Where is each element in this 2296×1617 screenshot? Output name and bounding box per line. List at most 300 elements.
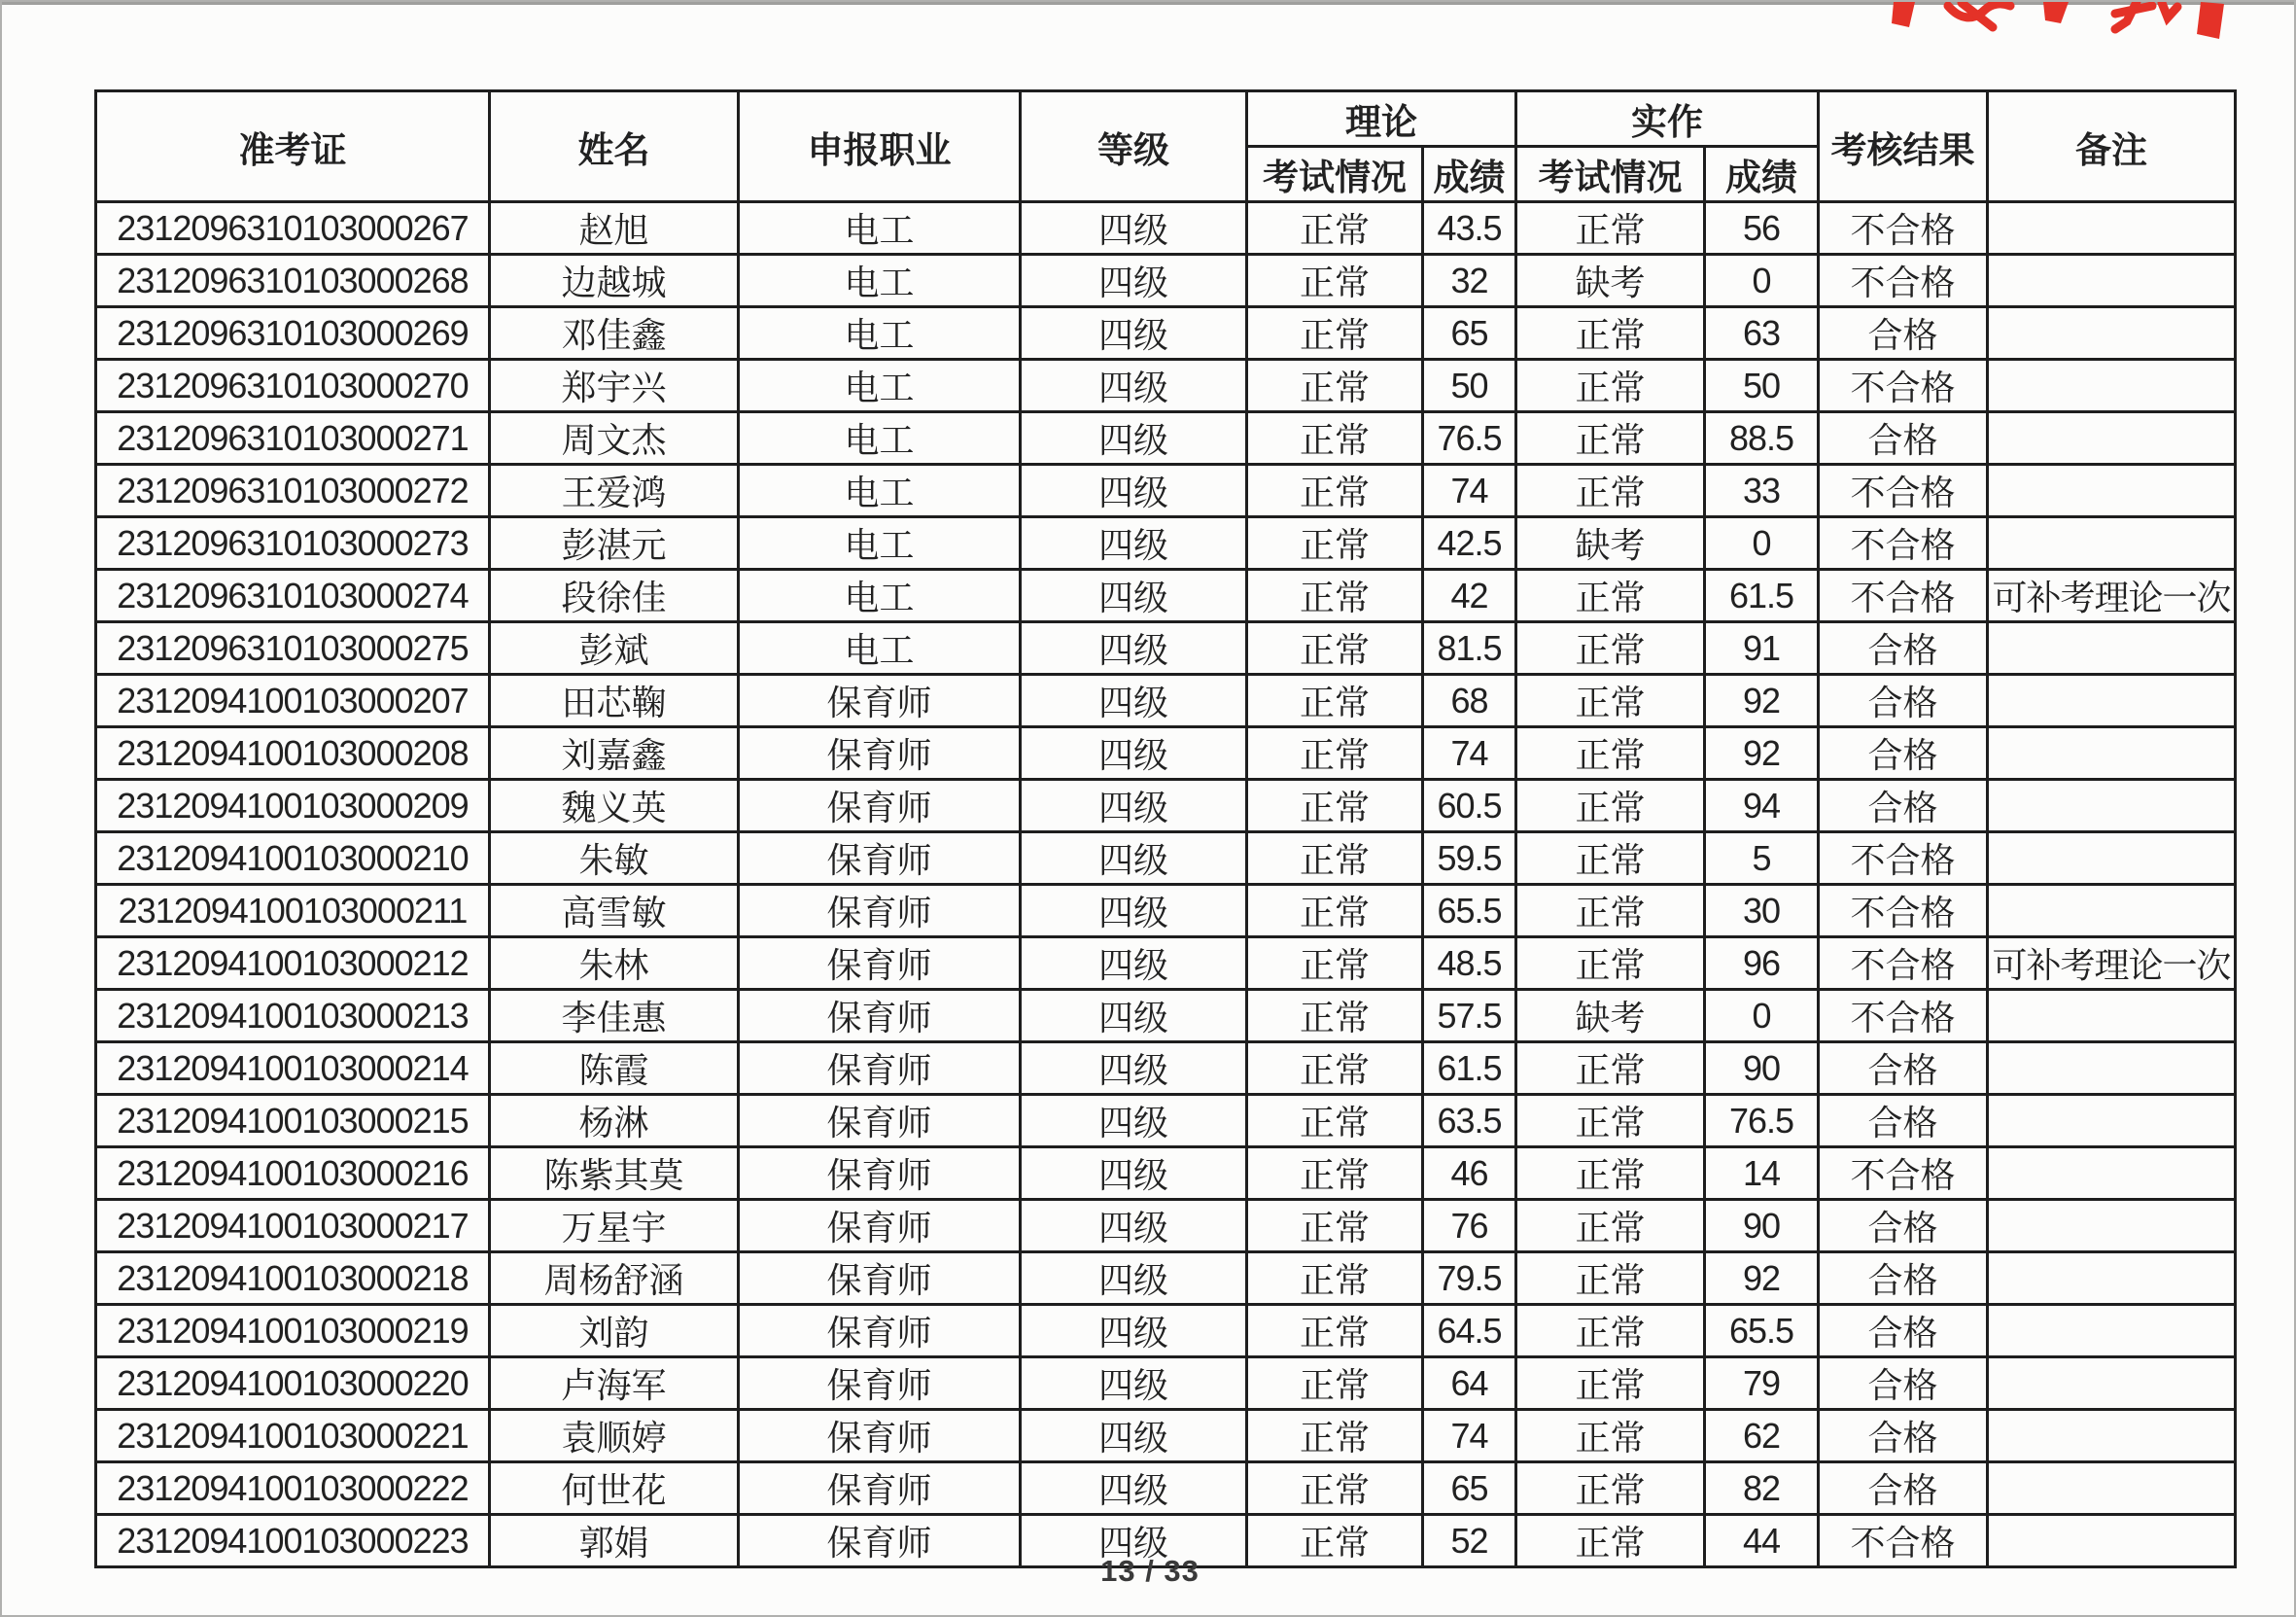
header-practical-exam-status: 考试情况 xyxy=(1516,147,1705,202)
cell-theory-status: 正常 xyxy=(1247,1515,1423,1567)
cell-name: 卢海军 xyxy=(490,1357,739,1410)
cell-result: 不合格 xyxy=(1819,885,1988,937)
cell-practical-score: 63 xyxy=(1705,307,1819,360)
cell-practical-status: 正常 xyxy=(1516,675,1705,727)
cell-name: 何世花 xyxy=(490,1462,739,1515)
cell-remark xyxy=(1988,622,2236,675)
table-row xyxy=(96,360,2236,412)
cell-practical-status: 正常 xyxy=(1516,1200,1705,1252)
cell-name: 朱林 xyxy=(490,937,739,990)
results-table xyxy=(94,89,2237,1568)
cell-practical-score: 0 xyxy=(1705,517,1819,570)
cell-theory-status: 正常 xyxy=(1247,1357,1423,1410)
cell-admission-ticket: 2312094100103000216 xyxy=(96,1147,490,1200)
cell-name: 高雪敏 xyxy=(490,885,739,937)
cell-result: 合格 xyxy=(1819,1357,1988,1410)
cell-theory-score: 76 xyxy=(1423,1200,1516,1252)
cell-theory-score: 65.5 xyxy=(1423,885,1516,937)
cell-practical-status: 正常 xyxy=(1516,360,1705,412)
cell-occupation: 保育师 xyxy=(739,1410,1021,1462)
cell-practical-score: 92 xyxy=(1705,727,1819,780)
cell-practical-score: 50 xyxy=(1705,360,1819,412)
cell-name: 魏义英 xyxy=(490,780,739,832)
cell-theory-status: 正常 xyxy=(1247,675,1423,727)
cell-theory-score: 43.5 xyxy=(1423,202,1516,255)
cell-admission-ticket: 2312094100103000212 xyxy=(96,937,490,990)
cell-occupation: 保育师 xyxy=(739,1305,1021,1357)
cell-practical-status: 正常 xyxy=(1516,1515,1705,1567)
cell-level: 四级 xyxy=(1021,1462,1247,1515)
cell-admission-ticket: 2312096310103000267 xyxy=(96,202,490,255)
table-row xyxy=(96,202,2236,255)
cell-practical-score: 56 xyxy=(1705,202,1819,255)
cell-theory-status: 正常 xyxy=(1247,1410,1423,1462)
cell-practical-status: 正常 xyxy=(1516,937,1705,990)
cell-remark xyxy=(1988,1095,2236,1147)
cell-theory-score: 74 xyxy=(1423,727,1516,780)
table-row xyxy=(96,675,2236,727)
cell-practical-status: 正常 xyxy=(1516,1410,1705,1462)
header-row-top xyxy=(96,91,2236,147)
cell-practical-status: 正常 xyxy=(1516,1147,1705,1200)
cell-theory-status: 正常 xyxy=(1247,517,1423,570)
cell-name: 郭娟 xyxy=(490,1515,739,1567)
cell-result: 不合格 xyxy=(1819,202,1988,255)
cell-admission-ticket: 2312096310103000275 xyxy=(96,622,490,675)
cell-practical-score: 90 xyxy=(1705,1200,1819,1252)
cell-occupation: 电工 xyxy=(739,570,1021,622)
cell-practical-status: 正常 xyxy=(1516,727,1705,780)
results-table-body xyxy=(96,202,2236,1567)
cell-occupation: 保育师 xyxy=(739,1200,1021,1252)
table-row xyxy=(96,570,2236,622)
cell-practical-score: 79 xyxy=(1705,1357,1819,1410)
cell-practical-status: 缺考 xyxy=(1516,517,1705,570)
cell-result: 不合格 xyxy=(1819,1147,1988,1200)
cell-theory-score: 74 xyxy=(1423,465,1516,517)
cell-name: 段徐佳 xyxy=(490,570,739,622)
cell-theory-score: 65 xyxy=(1423,1462,1516,1515)
cell-practical-status: 正常 xyxy=(1516,1095,1705,1147)
cell-occupation: 电工 xyxy=(739,255,1021,307)
cell-occupation: 保育师 xyxy=(739,1357,1021,1410)
cell-admission-ticket: 2312094100103000222 xyxy=(96,1462,490,1515)
cell-theory-status: 正常 xyxy=(1247,570,1423,622)
cell-theory-score: 42 xyxy=(1423,570,1516,622)
cell-remark xyxy=(1988,675,2236,727)
table-row xyxy=(96,990,2236,1042)
cell-occupation: 保育师 xyxy=(739,1252,1021,1305)
cell-name: 杨淋 xyxy=(490,1095,739,1147)
cell-result: 合格 xyxy=(1819,307,1988,360)
table-row xyxy=(96,1147,2236,1200)
cell-occupation: 电工 xyxy=(739,622,1021,675)
cell-result: 不合格 xyxy=(1819,990,1988,1042)
cell-occupation: 电工 xyxy=(739,360,1021,412)
cell-result: 合格 xyxy=(1819,727,1988,780)
cell-admission-ticket: 2312094100103000214 xyxy=(96,1042,490,1095)
cell-level: 四级 xyxy=(1021,1042,1247,1095)
cell-admission-ticket: 2312096310103000268 xyxy=(96,255,490,307)
cell-practical-score: 5 xyxy=(1705,832,1819,885)
cell-level: 四级 xyxy=(1021,307,1247,360)
cell-theory-status: 正常 xyxy=(1247,465,1423,517)
cell-result: 合格 xyxy=(1819,1200,1988,1252)
cell-admission-ticket: 2312094100103000223 xyxy=(96,1515,490,1567)
cell-practical-status: 正常 xyxy=(1516,1252,1705,1305)
cell-level: 四级 xyxy=(1021,622,1247,675)
cell-name: 田芯鞠 xyxy=(490,675,739,727)
cell-practical-status: 正常 xyxy=(1516,1042,1705,1095)
cell-remark xyxy=(1988,1200,2236,1252)
cell-occupation: 电工 xyxy=(739,517,1021,570)
cell-theory-status: 正常 xyxy=(1247,360,1423,412)
cell-practical-status: 正常 xyxy=(1516,622,1705,675)
cell-theory-score: 32 xyxy=(1423,255,1516,307)
header-practical-group: 实作 xyxy=(1516,91,1819,147)
cell-result: 不合格 xyxy=(1819,570,1988,622)
cell-remark xyxy=(1988,412,2236,465)
cell-level: 四级 xyxy=(1021,1410,1247,1462)
cell-level: 四级 xyxy=(1021,412,1247,465)
cell-theory-score: 64 xyxy=(1423,1357,1516,1410)
page-number: 13 / 33 xyxy=(1100,1554,1200,1588)
cell-remark xyxy=(1988,307,2236,360)
cell-practical-status: 缺考 xyxy=(1516,990,1705,1042)
cell-name: 赵旭 xyxy=(490,202,739,255)
cell-result: 不合格 xyxy=(1819,937,1988,990)
cell-theory-status: 正常 xyxy=(1247,885,1423,937)
table-row xyxy=(96,307,2236,360)
cell-name: 彭斌 xyxy=(490,622,739,675)
cell-level: 四级 xyxy=(1021,937,1247,990)
table-row xyxy=(96,1305,2236,1357)
cell-level: 四级 xyxy=(1021,465,1247,517)
header-declared-occupation: 申报职业 xyxy=(739,91,1021,202)
cell-admission-ticket: 2312096310103000269 xyxy=(96,307,490,360)
cell-practical-score: 30 xyxy=(1705,885,1819,937)
cell-theory-score: 79.5 xyxy=(1423,1252,1516,1305)
cell-theory-status: 正常 xyxy=(1247,1147,1423,1200)
cell-practical-score: 33 xyxy=(1705,465,1819,517)
cell-result: 合格 xyxy=(1819,675,1988,727)
cell-result: 不合格 xyxy=(1819,465,1988,517)
cell-occupation: 保育师 xyxy=(739,675,1021,727)
cell-result: 合格 xyxy=(1819,780,1988,832)
cell-result: 合格 xyxy=(1819,1305,1988,1357)
cell-admission-ticket: 2312096310103000270 xyxy=(96,360,490,412)
cell-practical-status: 正常 xyxy=(1516,465,1705,517)
cell-admission-ticket: 2312094100103000209 xyxy=(96,780,490,832)
cell-result: 合格 xyxy=(1819,622,1988,675)
cell-theory-status: 正常 xyxy=(1247,990,1423,1042)
cell-remark xyxy=(1988,1042,2236,1095)
cell-remark xyxy=(1988,1305,2236,1357)
cell-level: 四级 xyxy=(1021,832,1247,885)
table-row xyxy=(96,1200,2236,1252)
cell-level: 四级 xyxy=(1021,1305,1247,1357)
table-row xyxy=(96,1410,2236,1462)
cell-level: 四级 xyxy=(1021,990,1247,1042)
cell-practical-score: 61.5 xyxy=(1705,570,1819,622)
cell-practical-status: 正常 xyxy=(1516,1357,1705,1410)
header-name: 姓名 xyxy=(490,91,739,202)
cell-admission-ticket: 2312094100103000208 xyxy=(96,727,490,780)
cell-level: 四级 xyxy=(1021,885,1247,937)
cell-practical-status: 正常 xyxy=(1516,832,1705,885)
cell-result: 不合格 xyxy=(1819,255,1988,307)
cell-level: 四级 xyxy=(1021,360,1247,412)
cell-practical-score: 92 xyxy=(1705,1252,1819,1305)
cell-level: 四级 xyxy=(1021,1252,1247,1305)
cell-level: 四级 xyxy=(1021,1200,1247,1252)
cell-remark xyxy=(1988,780,2236,832)
cell-occupation: 保育师 xyxy=(739,990,1021,1042)
cell-practical-status: 正常 xyxy=(1516,307,1705,360)
cell-level: 四级 xyxy=(1021,255,1247,307)
cell-practical-score: 92 xyxy=(1705,675,1819,727)
cell-name: 边越城 xyxy=(490,255,739,307)
cell-level: 四级 xyxy=(1021,1357,1247,1410)
cell-occupation: 保育师 xyxy=(739,727,1021,780)
cell-theory-score: 68 xyxy=(1423,675,1516,727)
cell-theory-status: 正常 xyxy=(1247,780,1423,832)
cell-result: 不合格 xyxy=(1819,832,1988,885)
cell-level: 四级 xyxy=(1021,727,1247,780)
cell-practical-status: 正常 xyxy=(1516,1462,1705,1515)
cell-result: 不合格 xyxy=(1819,360,1988,412)
cell-occupation: 保育师 xyxy=(739,780,1021,832)
cell-remark xyxy=(1988,1410,2236,1462)
cell-occupation: 电工 xyxy=(739,202,1021,255)
cell-name: 袁顺婷 xyxy=(490,1410,739,1462)
table-row xyxy=(96,412,2236,465)
cell-practical-score: 14 xyxy=(1705,1147,1819,1200)
cell-practical-status: 正常 xyxy=(1516,412,1705,465)
cell-theory-status: 正常 xyxy=(1247,1200,1423,1252)
cell-theory-score: 64.5 xyxy=(1423,1305,1516,1357)
cell-practical-score: 76.5 xyxy=(1705,1095,1819,1147)
cell-theory-status: 正常 xyxy=(1247,937,1423,990)
cell-theory-status: 正常 xyxy=(1247,622,1423,675)
header-admission-ticket: 准考证 xyxy=(96,91,490,202)
cell-result: 合格 xyxy=(1819,1410,1988,1462)
header-theory-exam-status: 考试情况 xyxy=(1247,147,1423,202)
table-row xyxy=(96,727,2236,780)
cell-remark xyxy=(1988,885,2236,937)
cell-occupation: 保育师 xyxy=(739,1147,1021,1200)
cell-admission-ticket: 2312094100103000210 xyxy=(96,832,490,885)
cell-admission-ticket: 2312094100103000215 xyxy=(96,1095,490,1147)
cell-level: 四级 xyxy=(1021,202,1247,255)
cell-name: 刘嘉鑫 xyxy=(490,727,739,780)
header-theory-score: 成绩 xyxy=(1423,147,1516,202)
cell-practical-score: 94 xyxy=(1705,780,1819,832)
cell-admission-ticket: 2312094100103000213 xyxy=(96,990,490,1042)
cell-name: 彭湛元 xyxy=(490,517,739,570)
cell-theory-status: 正常 xyxy=(1247,255,1423,307)
table-header xyxy=(96,91,2236,202)
table-row xyxy=(96,1042,2236,1095)
header-level: 等级 xyxy=(1021,91,1247,202)
cell-name: 周杨舒涵 xyxy=(490,1252,739,1305)
cell-practical-score: 0 xyxy=(1705,990,1819,1042)
cell-name: 朱敏 xyxy=(490,832,739,885)
cell-theory-status: 正常 xyxy=(1247,1095,1423,1147)
cell-theory-status: 正常 xyxy=(1247,1252,1423,1305)
cell-theory-score: 74 xyxy=(1423,1410,1516,1462)
cell-theory-score: 59.5 xyxy=(1423,832,1516,885)
cell-occupation: 保育师 xyxy=(739,1095,1021,1147)
cell-practical-status: 缺考 xyxy=(1516,255,1705,307)
cell-level: 四级 xyxy=(1021,1147,1247,1200)
cell-theory-status: 正常 xyxy=(1247,1305,1423,1357)
cell-admission-ticket: 2312096310103000272 xyxy=(96,465,490,517)
cell-theory-score: 63.5 xyxy=(1423,1095,1516,1147)
cell-admission-ticket: 2312094100103000207 xyxy=(96,675,490,727)
cell-name: 王爱鸿 xyxy=(490,465,739,517)
cell-practical-status: 正常 xyxy=(1516,1305,1705,1357)
cell-occupation: 电工 xyxy=(739,465,1021,517)
cell-theory-score: 65 xyxy=(1423,307,1516,360)
cell-occupation: 保育师 xyxy=(739,937,1021,990)
cell-occupation: 电工 xyxy=(739,307,1021,360)
header-practical-score: 成绩 xyxy=(1705,147,1819,202)
cell-theory-score: 61.5 xyxy=(1423,1042,1516,1095)
cell-practical-score: 96 xyxy=(1705,937,1819,990)
cell-theory-score: 52 xyxy=(1423,1515,1516,1567)
cell-remark xyxy=(1988,1357,2236,1410)
cell-admission-ticket: 2312094100103000219 xyxy=(96,1305,490,1357)
cell-name: 邓佳鑫 xyxy=(490,307,739,360)
cell-name: 陈紫其莫 xyxy=(490,1147,739,1200)
cell-theory-score: 46 xyxy=(1423,1147,1516,1200)
cell-remark xyxy=(1988,465,2236,517)
cell-theory-score: 42.5 xyxy=(1423,517,1516,570)
cell-theory-status: 正常 xyxy=(1247,832,1423,885)
cell-remark xyxy=(1988,990,2236,1042)
cell-practical-score: 88.5 xyxy=(1705,412,1819,465)
header-assessment-result: 考核结果 xyxy=(1819,91,1988,202)
cell-admission-ticket: 2312096310103000273 xyxy=(96,517,490,570)
cell-theory-status: 正常 xyxy=(1247,307,1423,360)
cell-result: 合格 xyxy=(1819,1462,1988,1515)
cell-theory-score: 50 xyxy=(1423,360,1516,412)
cell-occupation: 保育师 xyxy=(739,832,1021,885)
cell-level: 四级 xyxy=(1021,1095,1247,1147)
cell-remark xyxy=(1988,1147,2236,1200)
table-row xyxy=(96,1462,2236,1515)
cell-practical-score: 65.5 xyxy=(1705,1305,1819,1357)
cell-occupation: 电工 xyxy=(739,412,1021,465)
cell-name: 李佳惠 xyxy=(490,990,739,1042)
table-row xyxy=(96,780,2236,832)
cell-remark xyxy=(1988,832,2236,885)
cell-occupation: 保育师 xyxy=(739,885,1021,937)
cell-admission-ticket: 2312094100103000217 xyxy=(96,1200,490,1252)
table-row xyxy=(96,1252,2236,1305)
cell-name: 万星宇 xyxy=(490,1200,739,1252)
cell-remark xyxy=(1988,360,2236,412)
cell-name: 周文杰 xyxy=(490,412,739,465)
cell-remark: 可补考理论一次 xyxy=(1988,937,2236,990)
cell-practical-status: 正常 xyxy=(1516,202,1705,255)
cell-result: 不合格 xyxy=(1819,517,1988,570)
cell-name: 刘韵 xyxy=(490,1305,739,1357)
cell-admission-ticket: 2312096310103000274 xyxy=(96,570,490,622)
cell-practical-score: 0 xyxy=(1705,255,1819,307)
cell-remark xyxy=(1988,1252,2236,1305)
cell-practical-score: 90 xyxy=(1705,1042,1819,1095)
cell-practical-score: 82 xyxy=(1705,1462,1819,1515)
cell-result: 不合格 xyxy=(1819,1515,1988,1567)
cell-theory-score: 48.5 xyxy=(1423,937,1516,990)
cell-practical-status: 正常 xyxy=(1516,780,1705,832)
cell-remark xyxy=(1988,727,2236,780)
red-ink-marks xyxy=(1839,2,2247,51)
table-row xyxy=(96,832,2236,885)
cell-level: 四级 xyxy=(1021,1515,1247,1567)
table-row xyxy=(96,937,2236,990)
cell-occupation: 保育师 xyxy=(739,1042,1021,1095)
cell-theory-status: 正常 xyxy=(1247,1042,1423,1095)
cell-level: 四级 xyxy=(1021,780,1247,832)
cell-admission-ticket: 2312094100103000220 xyxy=(96,1357,490,1410)
cell-practical-score: 44 xyxy=(1705,1515,1819,1567)
cell-name: 郑宇兴 xyxy=(490,360,739,412)
cell-name: 陈霞 xyxy=(490,1042,739,1095)
cell-admission-ticket: 2312094100103000211 xyxy=(96,885,490,937)
cell-theory-score: 57.5 xyxy=(1423,990,1516,1042)
table-row xyxy=(96,885,2236,937)
table-row xyxy=(96,622,2236,675)
table-row xyxy=(96,1357,2236,1410)
cell-theory-score: 81.5 xyxy=(1423,622,1516,675)
cell-occupation: 保育师 xyxy=(739,1462,1021,1515)
cell-admission-ticket: 2312096310103000271 xyxy=(96,412,490,465)
cell-result: 合格 xyxy=(1819,1252,1988,1305)
cell-level: 四级 xyxy=(1021,675,1247,727)
cell-practical-status: 正常 xyxy=(1516,885,1705,937)
cell-level: 四级 xyxy=(1021,517,1247,570)
table-row xyxy=(96,1095,2236,1147)
cell-remark xyxy=(1988,1462,2236,1515)
cell-practical-score: 91 xyxy=(1705,622,1819,675)
cell-theory-status: 正常 xyxy=(1247,202,1423,255)
table-row xyxy=(96,465,2236,517)
cell-theory-status: 正常 xyxy=(1247,727,1423,780)
cell-result: 合格 xyxy=(1819,1042,1988,1095)
cell-theory-status: 正常 xyxy=(1247,412,1423,465)
cell-admission-ticket: 2312094100103000221 xyxy=(96,1410,490,1462)
cell-occupation: 保育师 xyxy=(739,1515,1021,1567)
header-theory-group: 理论 xyxy=(1247,91,1516,147)
cell-remark: 可补考理论一次 xyxy=(1988,570,2236,622)
cell-practical-score: 62 xyxy=(1705,1410,1819,1462)
table-row xyxy=(96,517,2236,570)
cell-practical-status: 正常 xyxy=(1516,570,1705,622)
cell-result: 合格 xyxy=(1819,1095,1988,1147)
cell-remark xyxy=(1988,517,2236,570)
table-row xyxy=(96,255,2236,307)
cell-remark xyxy=(1988,202,2236,255)
cell-remark xyxy=(1988,255,2236,307)
cell-theory-status: 正常 xyxy=(1247,1462,1423,1515)
cell-theory-score: 60.5 xyxy=(1423,780,1516,832)
cell-result: 合格 xyxy=(1819,412,1988,465)
cell-theory-score: 76.5 xyxy=(1423,412,1516,465)
cell-level: 四级 xyxy=(1021,570,1247,622)
